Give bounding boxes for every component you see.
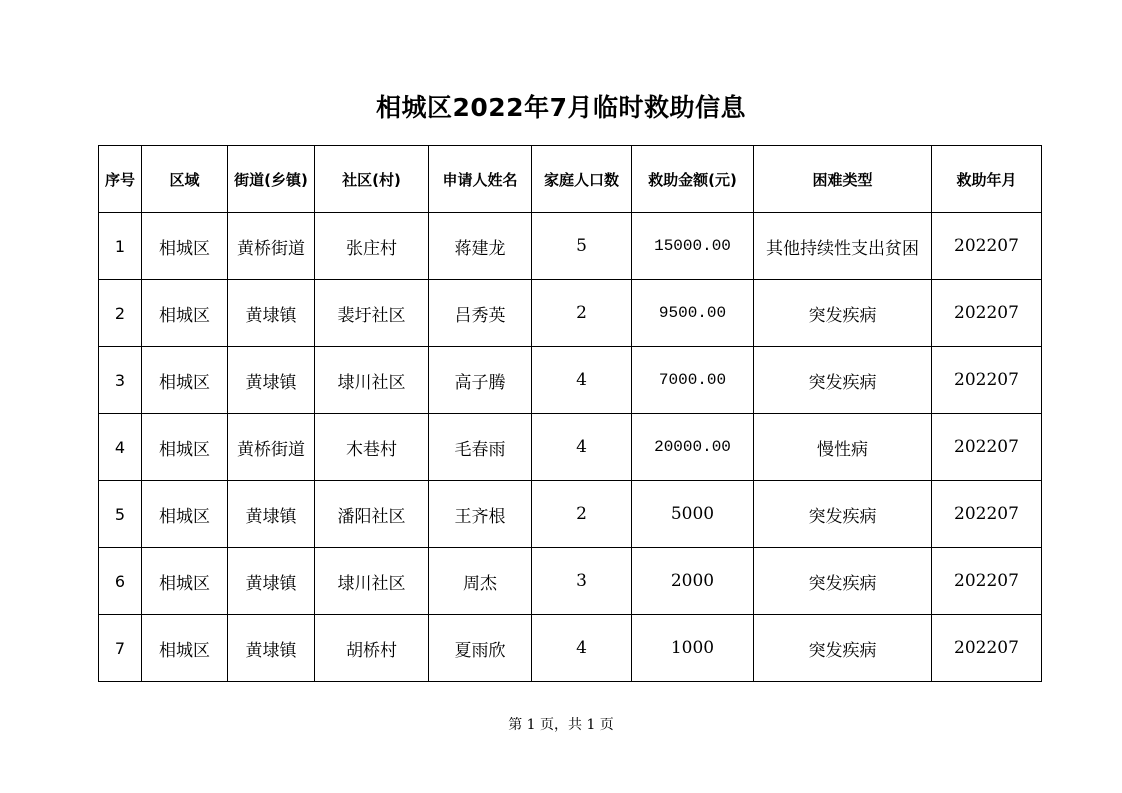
cell-household-size: 5 <box>532 213 632 280</box>
header-index: 序号 <box>99 146 142 213</box>
cell-community: 木巷村 <box>315 414 429 481</box>
cell-amount: 9500.00 <box>632 280 754 347</box>
cell-amount: 7000.00 <box>632 347 754 414</box>
cell-household-size: 2 <box>532 280 632 347</box>
cell-region: 相城区 <box>142 481 228 548</box>
table-row <box>99 548 1042 615</box>
table-row <box>99 414 1042 481</box>
cell-street: 黄埭镇 <box>228 615 315 682</box>
cell-applicant: 周杰 <box>429 548 532 615</box>
cell-applicant: 夏雨欣 <box>429 615 532 682</box>
page-title: 相城区2022年7月临时救助信息 <box>376 93 746 122</box>
cell-household-size: 4 <box>532 347 632 414</box>
cell-relief-month: 202207 <box>932 213 1042 280</box>
cell-amount: 1000 <box>632 615 754 682</box>
cell-index: 7 <box>99 615 142 682</box>
cell-community: 张庄村 <box>315 213 429 280</box>
cell-amount: 2000 <box>632 548 754 615</box>
cell-street: 黄桥街道 <box>228 213 315 280</box>
cell-household-size: 2 <box>532 481 632 548</box>
cell-relief-month: 202207 <box>932 481 1042 548</box>
cell-region: 相城区 <box>142 280 228 347</box>
header-household-size: 家庭人口数 <box>532 146 632 213</box>
header-street: 街道(乡镇) <box>228 146 315 213</box>
table-row <box>99 347 1042 414</box>
cell-region: 相城区 <box>142 213 228 280</box>
header-relief-month: 救助年月 <box>932 146 1042 213</box>
cell-community: 埭川社区 <box>315 347 429 414</box>
cell-hardship-type: 突发疾病 <box>754 548 932 615</box>
cell-applicant: 蒋建龙 <box>429 213 532 280</box>
cell-region: 相城区 <box>142 347 228 414</box>
cell-street: 黄埭镇 <box>228 548 315 615</box>
cell-household-size: 4 <box>532 414 632 481</box>
cell-relief-month: 202207 <box>932 615 1042 682</box>
cell-community: 胡桥村 <box>315 615 429 682</box>
cell-community: 埭川社区 <box>315 548 429 615</box>
cell-amount: 15000.00 <box>632 213 754 280</box>
cell-index: 1 <box>99 213 142 280</box>
cell-relief-month: 202207 <box>932 347 1042 414</box>
cell-applicant: 吕秀英 <box>429 280 532 347</box>
cell-region: 相城区 <box>142 548 228 615</box>
header-community: 社区(村) <box>315 146 429 213</box>
cell-index: 3 <box>99 347 142 414</box>
cell-street: 黄埭镇 <box>228 347 315 414</box>
table-row <box>99 213 1042 280</box>
cell-community: 潘阳社区 <box>315 481 429 548</box>
relief-table <box>98 145 1042 682</box>
cell-hardship-type: 其他持续性支出贫困 <box>754 213 932 280</box>
header-applicant: 申请人姓名 <box>429 146 532 213</box>
cell-street: 黄埭镇 <box>228 481 315 548</box>
page-footer: 第 1 页，共 1 页 <box>508 717 614 733</box>
header-hardship-type: 困难类型 <box>754 146 932 213</box>
cell-street: 黄埭镇 <box>228 280 315 347</box>
cell-household-size: 3 <box>532 548 632 615</box>
header-amount: 救助金额(元) <box>632 146 754 213</box>
cell-household-size: 4 <box>532 615 632 682</box>
header-region: 区域 <box>142 146 228 213</box>
cell-hardship-type: 突发疾病 <box>754 481 932 548</box>
cell-applicant: 毛春雨 <box>429 414 532 481</box>
cell-applicant: 王齐根 <box>429 481 532 548</box>
cell-applicant: 高子腾 <box>429 347 532 414</box>
cell-hardship-type: 突发疾病 <box>754 280 932 347</box>
cell-index: 5 <box>99 481 142 548</box>
cell-relief-month: 202207 <box>932 548 1042 615</box>
cell-hardship-type: 慢性病 <box>754 414 932 481</box>
table-row <box>99 615 1042 682</box>
cell-index: 2 <box>99 280 142 347</box>
cell-amount: 5000 <box>632 481 754 548</box>
cell-community: 裴圩社区 <box>315 280 429 347</box>
cell-index: 6 <box>99 548 142 615</box>
cell-index: 4 <box>99 414 142 481</box>
cell-hardship-type: 突发疾病 <box>754 347 932 414</box>
cell-hardship-type: 突发疾病 <box>754 615 932 682</box>
cell-relief-month: 202207 <box>932 280 1042 347</box>
table-header-row <box>99 146 1042 213</box>
cell-region: 相城区 <box>142 414 228 481</box>
table-row <box>99 280 1042 347</box>
table-row <box>99 481 1042 548</box>
cell-amount: 20000.00 <box>632 414 754 481</box>
cell-street: 黄桥街道 <box>228 414 315 481</box>
cell-relief-month: 202207 <box>932 414 1042 481</box>
cell-region: 相城区 <box>142 615 228 682</box>
